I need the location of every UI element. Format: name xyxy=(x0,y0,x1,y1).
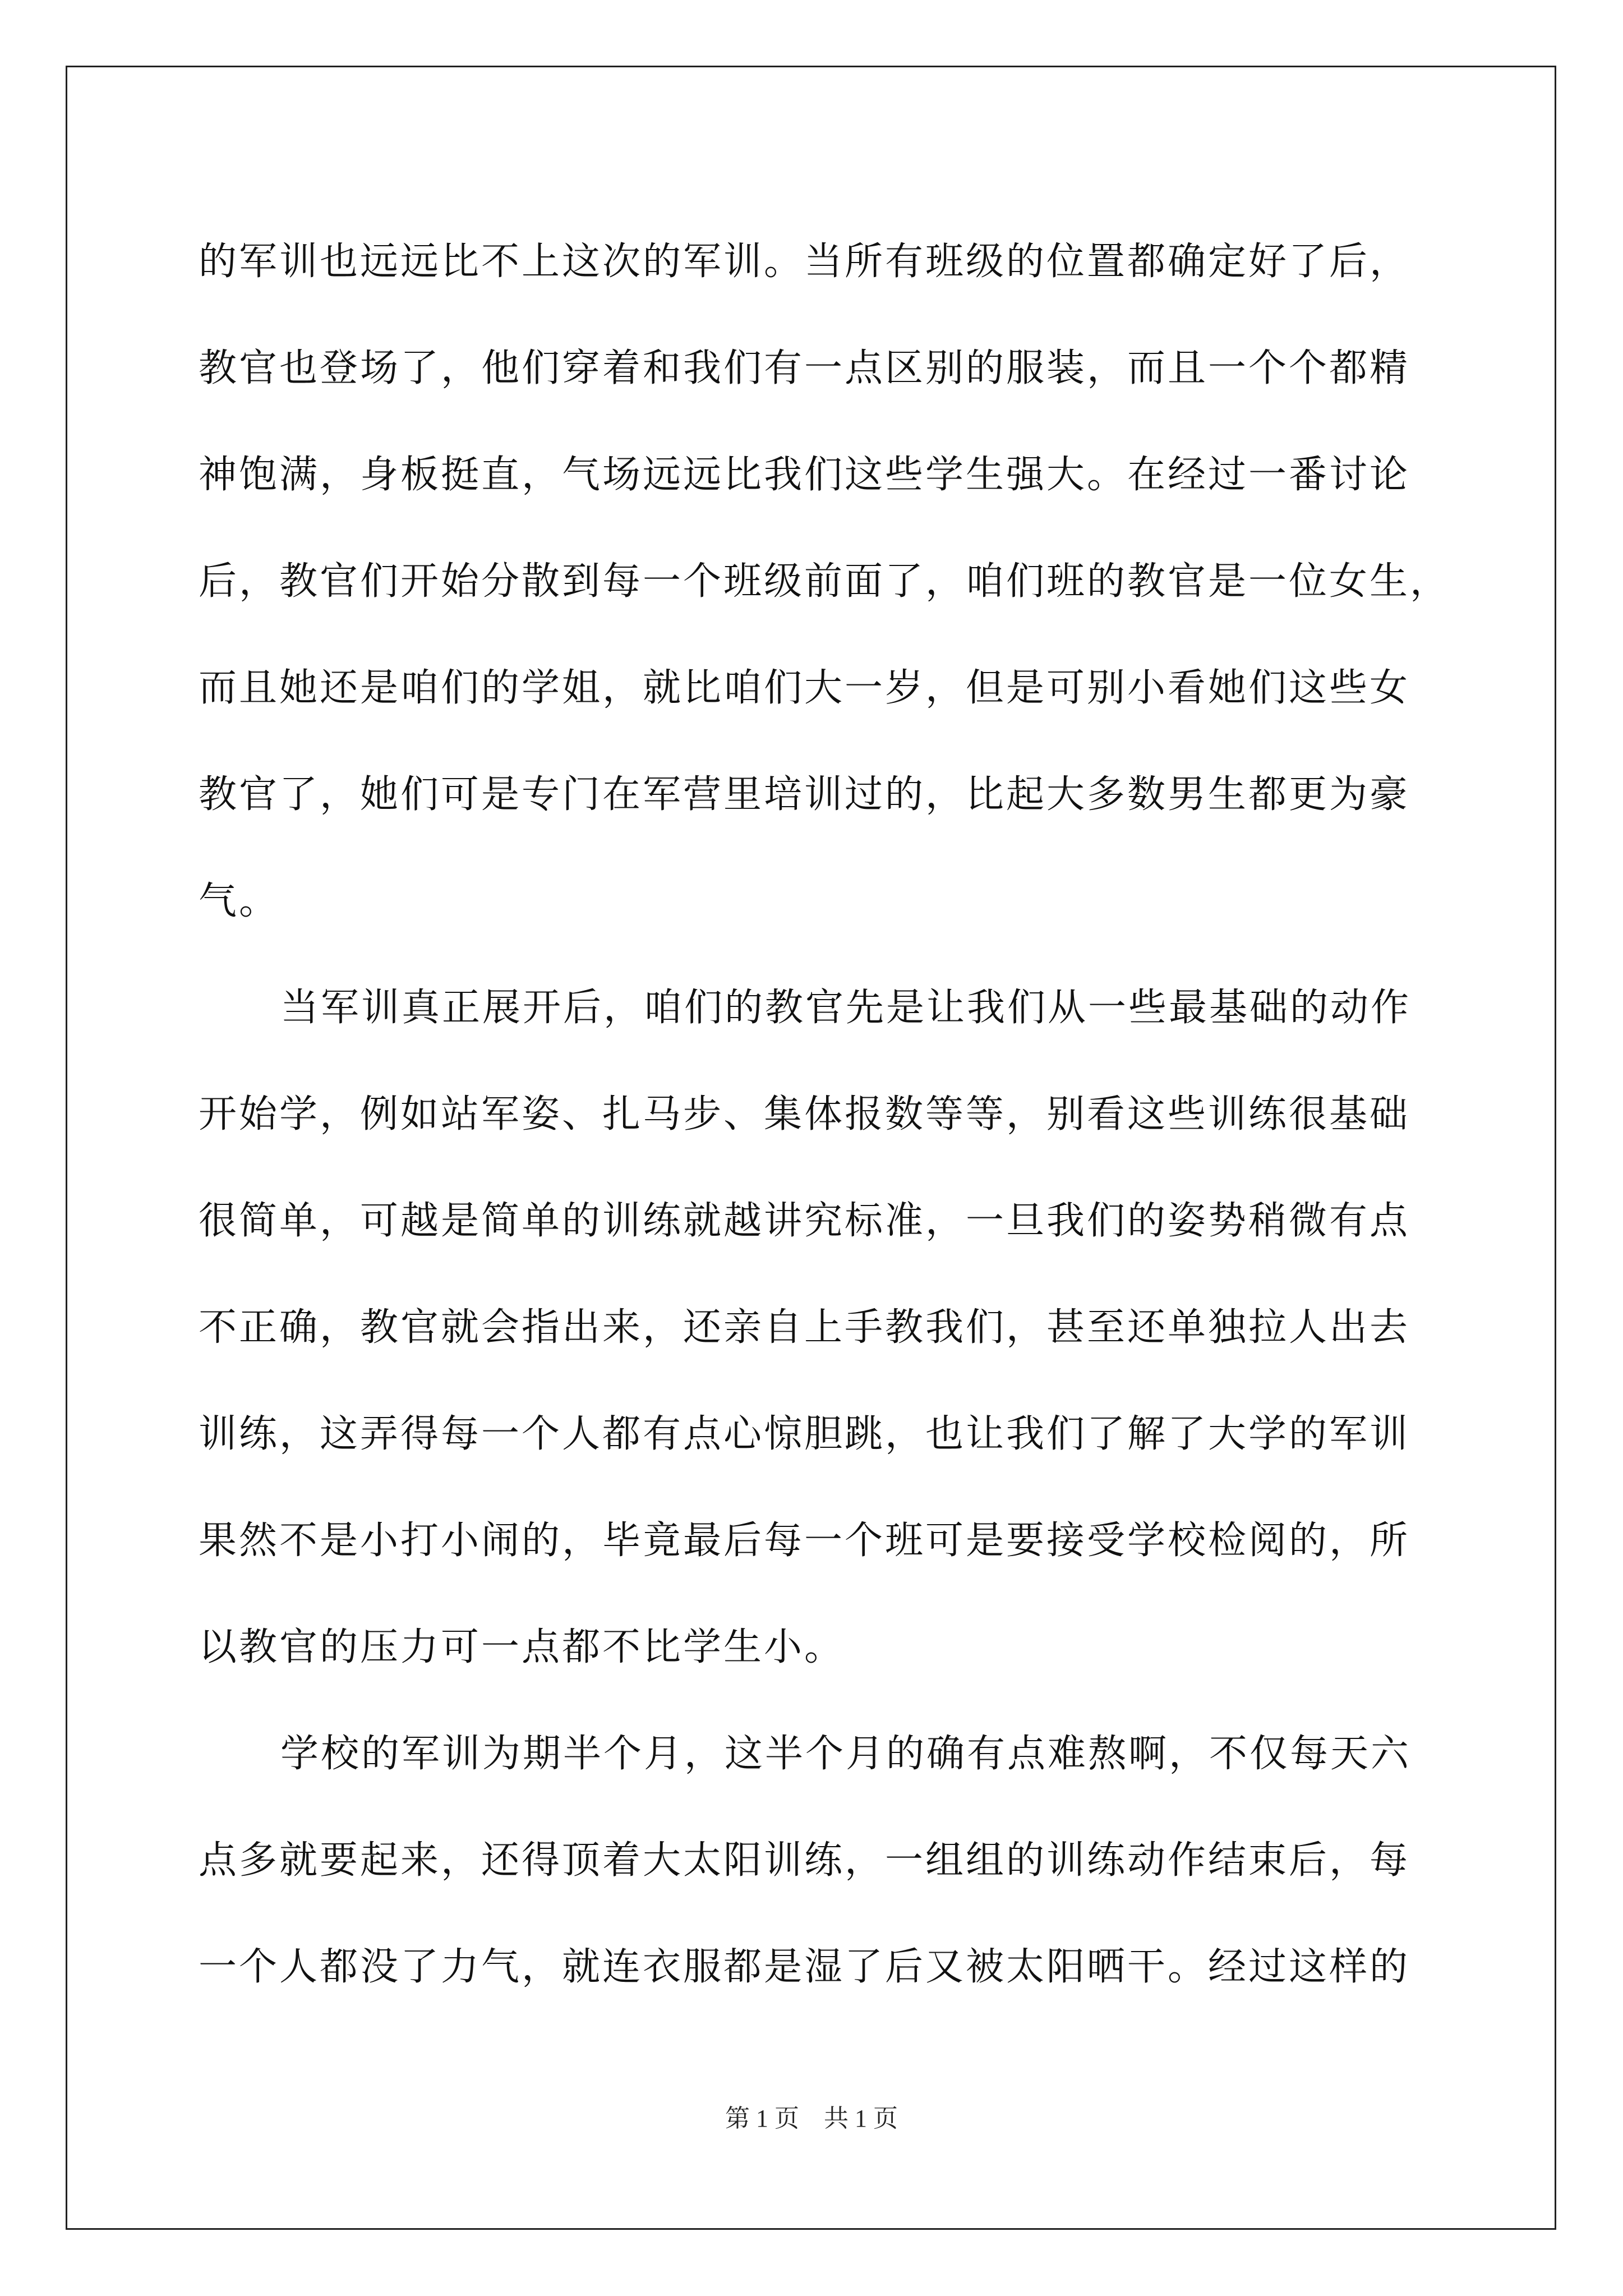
text-line: 很简单，可越是简单的训练就越讲究标准，一旦我们的姿势稍微有点 xyxy=(199,1199,1410,1243)
document-body xyxy=(199,209,1451,2021)
text-line: 以教官的压力可一点都不比学生小。 xyxy=(199,1625,845,1669)
text-line: 训练，这弄得每一个人都有点心惊胆跳，也让我们了解了大学的军训 xyxy=(199,1412,1410,1456)
page-footer: 第 1 页 共 1 页 xyxy=(725,2105,898,2132)
text-line: 的军训也远远比不上这次的军训。当所有班级的位置都确定好了后， xyxy=(199,240,1410,284)
text-line: 开始学，例如站军姿、扎马步、集体报数等等，别看这些训练很基础 xyxy=(199,1092,1410,1137)
text-line: 气。 xyxy=(199,879,280,923)
text-line: 果然不是小打小闹的，毕竟最后每一个班可是要接受学校检阅的，所 xyxy=(199,1519,1410,1563)
text-line: 点多就要起来，还得顶着大太阳训练，一组组的训练动作结束后，每 xyxy=(199,1838,1410,1883)
text-line: 教官了，她们可是专门在军营里培训过的，比起大多数男生都更为豪 xyxy=(199,772,1410,817)
text-line: 不正确，教官就会指出来，还亲自上手教我们，甚至还单独拉人出去 xyxy=(199,1305,1410,1350)
text-line: 教官也登场了，他们穿着和我们有一点区别的服装，而且一个个都精 xyxy=(199,346,1410,390)
text-line: 当军训真正展开后，咱们的教官先是让我们从一些最基础的动作 xyxy=(280,986,1412,1030)
text-line: 神饱满，身板挺直，气场远远比我们这些学生强大。在经过一番讨论 xyxy=(199,453,1410,497)
text-line: 而且她还是咱们的学姐，就比咱们大一岁，但是可别小看她们这些女 xyxy=(199,666,1410,710)
text-line: 学校的军训为期半个月，这半个月的确有点难熬啊，不仅每天六 xyxy=(280,1732,1412,1776)
text-line: 一个人都没了力气，就连衣服都是湿了后又被太阳晒干。经过这样的 xyxy=(199,1945,1410,1989)
text-line: 后，教官们开始分散到每一个班级前面了，咱们班的教官是一位女生， xyxy=(199,559,1451,604)
